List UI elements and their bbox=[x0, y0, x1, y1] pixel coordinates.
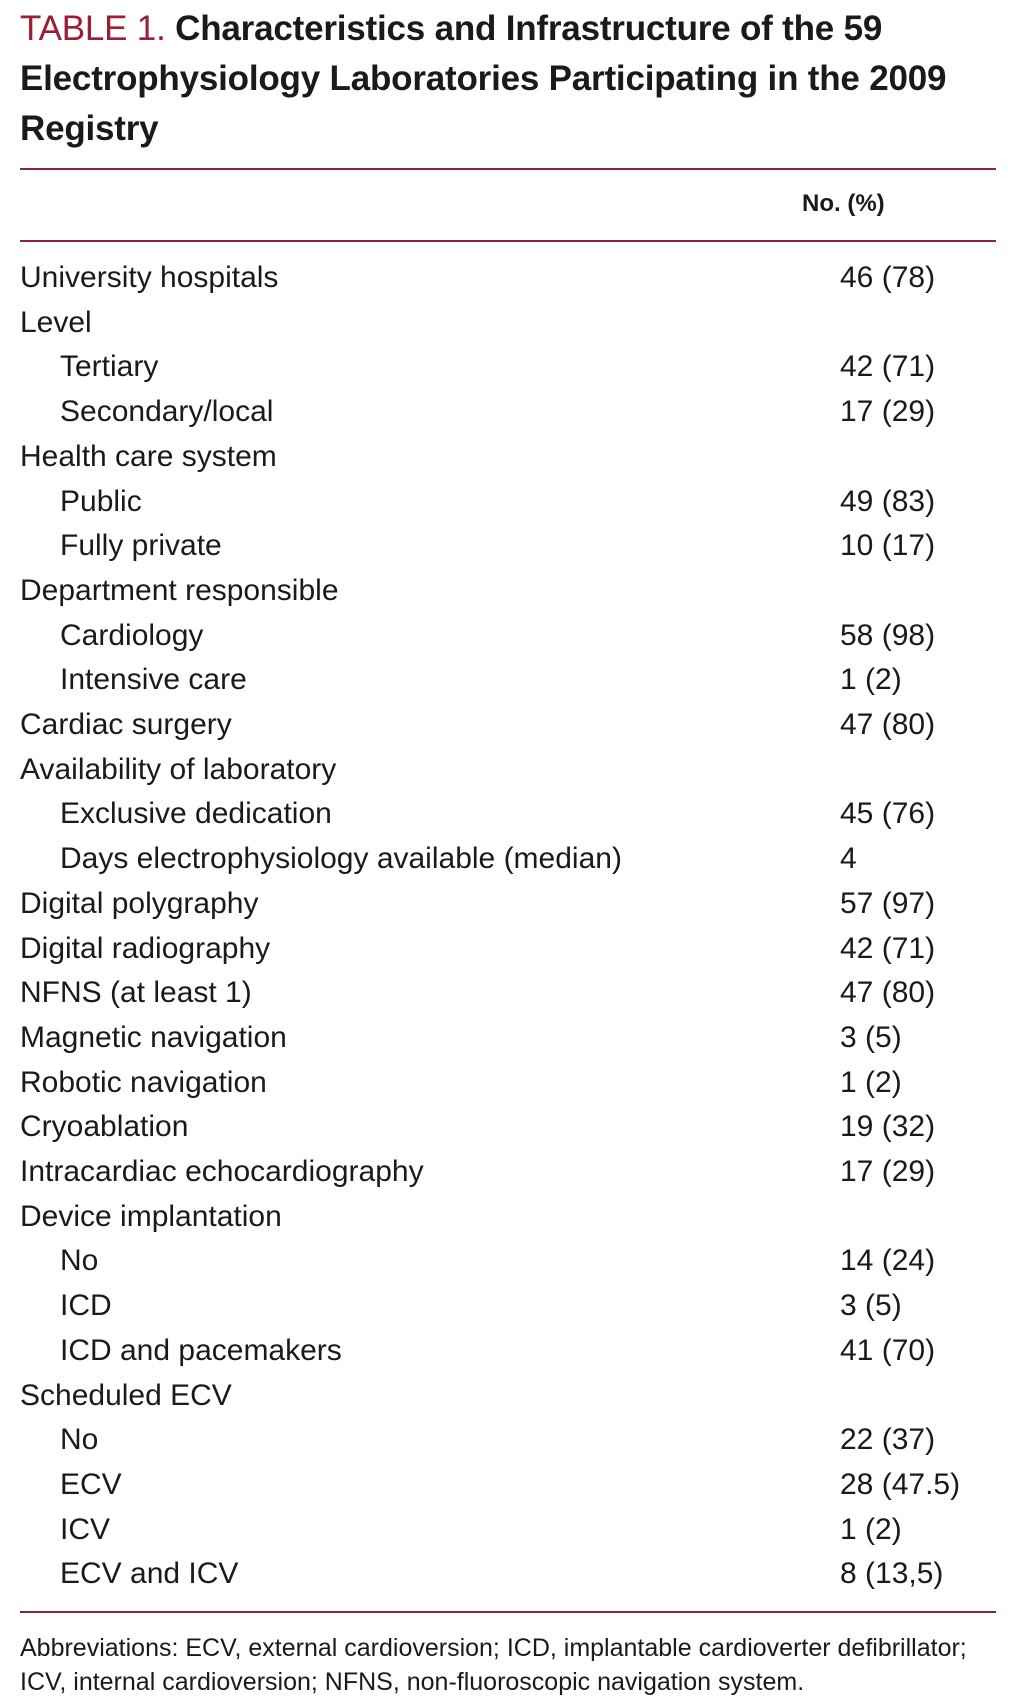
row-value: 49 (83) bbox=[840, 484, 936, 518]
row-value: 45 (76) bbox=[840, 797, 936, 831]
table-row bbox=[20, 882, 996, 927]
row-label: Days electrophysiology available (median) bbox=[60, 842, 622, 876]
row-value: 46 (78) bbox=[840, 261, 936, 294]
row-label: Cryoablation bbox=[20, 1110, 189, 1144]
table-row bbox=[20, 435, 996, 480]
table-row bbox=[20, 837, 996, 882]
row-label: Health care system bbox=[20, 439, 277, 473]
table-row bbox=[20, 569, 996, 614]
header-rule bbox=[20, 240, 996, 242]
row-label: Device implantation bbox=[20, 1199, 282, 1233]
row-value bbox=[840, 569, 996, 614]
row-value: 10 (17) bbox=[840, 529, 936, 563]
table-row bbox=[20, 1418, 996, 1463]
row-value: 4 bbox=[840, 842, 857, 876]
row-value: 14 (24) bbox=[840, 1244, 936, 1278]
row-value bbox=[840, 301, 996, 346]
table-footnote: Abbreviations: ECV, external cardioversion; ICD, implantable cardioverter defibrillator; ICV, internal cardioversion; NFNS, non-fluoroscopic navigation system. bbox=[20, 1634, 967, 1697]
table-title bbox=[20, 0, 996, 154]
table-row bbox=[20, 1329, 996, 1374]
row-value bbox=[840, 1374, 996, 1419]
table-row bbox=[20, 1195, 996, 1240]
row-value: 58 (98) bbox=[840, 618, 936, 652]
table-row bbox=[20, 658, 996, 703]
row-label: Cardiology bbox=[60, 618, 204, 652]
row-value bbox=[840, 748, 996, 793]
row-label: Cardiac surgery bbox=[20, 708, 232, 742]
row-label: University hospitals bbox=[20, 261, 279, 294]
row-label: Availability of laboratory bbox=[20, 752, 337, 786]
row-value: 3 (5) bbox=[840, 1289, 902, 1323]
row-label: Robotic navigation bbox=[20, 1065, 267, 1099]
row-value: 42 (71) bbox=[840, 350, 936, 384]
row-value: 42 (71) bbox=[840, 931, 936, 965]
row-value: 8 (13,5) bbox=[840, 1557, 944, 1591]
row-label: Public bbox=[60, 484, 142, 518]
row-label: Intensive care bbox=[60, 663, 247, 697]
table-row bbox=[20, 927, 996, 972]
column-header: No. (%) bbox=[802, 190, 885, 217]
table-row bbox=[20, 1105, 996, 1150]
bottom-rule bbox=[20, 1611, 996, 1613]
row-label: No bbox=[60, 1244, 99, 1278]
table-row bbox=[20, 390, 996, 435]
row-label: Fully private bbox=[60, 529, 222, 563]
row-value: 47 (80) bbox=[840, 708, 936, 742]
table-row bbox=[20, 971, 996, 1016]
data-table bbox=[20, 256, 996, 1597]
row-value: 19 (32) bbox=[840, 1110, 936, 1144]
row-label: NFNS (at least 1) bbox=[20, 976, 252, 1010]
row-label: Digital polygraphy bbox=[20, 886, 259, 920]
table-label: TABLE 1. bbox=[20, 9, 166, 48]
table-row bbox=[20, 748, 996, 793]
row-value bbox=[840, 1195, 996, 1240]
row-value bbox=[840, 435, 996, 480]
table-row bbox=[20, 480, 996, 525]
table-row bbox=[20, 345, 996, 390]
table-row bbox=[20, 1061, 996, 1106]
table-row bbox=[20, 1239, 996, 1284]
row-label: Secondary/local bbox=[60, 395, 274, 429]
row-label: Exclusive dedication bbox=[60, 797, 332, 831]
row-label: ICV bbox=[60, 1512, 111, 1546]
table-body bbox=[20, 256, 996, 1597]
table-row bbox=[20, 1284, 996, 1329]
table-row bbox=[20, 301, 996, 346]
column-header-row bbox=[20, 170, 996, 240]
table-figure bbox=[20, 0, 996, 1699]
row-value: 41 (70) bbox=[840, 1333, 936, 1367]
row-value: 1 (2) bbox=[840, 1512, 902, 1546]
table-row bbox=[20, 256, 996, 301]
row-label: Scheduled ECV bbox=[20, 1378, 232, 1412]
row-label: ICD and pacemakers bbox=[60, 1333, 342, 1367]
row-value: 28 (47.5) bbox=[840, 1467, 961, 1501]
row-label: Level bbox=[20, 305, 92, 339]
row-label: Digital radiography bbox=[20, 931, 271, 965]
row-label: ECV bbox=[60, 1467, 122, 1501]
row-label: No bbox=[60, 1423, 99, 1457]
row-value: 1 (2) bbox=[840, 663, 902, 697]
row-label: ECV and ICV bbox=[60, 1557, 239, 1591]
row-value: 17 (29) bbox=[840, 395, 936, 429]
table-row bbox=[20, 792, 996, 837]
table-row bbox=[20, 1374, 996, 1419]
row-value: 3 (5) bbox=[840, 1020, 902, 1054]
table-row bbox=[20, 1552, 996, 1597]
row-value: 47 (80) bbox=[840, 976, 936, 1010]
row-label: Tertiary bbox=[60, 350, 159, 384]
row-value: 1 (2) bbox=[840, 1065, 902, 1099]
table-row bbox=[20, 1463, 996, 1508]
table-row bbox=[20, 614, 996, 659]
table-row bbox=[20, 524, 996, 569]
row-value: 17 (29) bbox=[840, 1155, 936, 1189]
table-row bbox=[20, 1016, 996, 1061]
table-row bbox=[20, 703, 996, 748]
row-label: Magnetic navigation bbox=[20, 1020, 287, 1054]
row-label: ICD bbox=[60, 1289, 112, 1323]
row-value: 57 (97) bbox=[840, 886, 936, 920]
table-title-text: Characteristics and Infrastructure of the 59 Electrophysiology Laboratories Participating in the 2009 Registry bbox=[20, 9, 947, 148]
row-label: Department responsible bbox=[20, 573, 339, 607]
table-row bbox=[20, 1150, 996, 1195]
row-value: 22 (37) bbox=[840, 1423, 936, 1457]
table-row bbox=[20, 1508, 996, 1553]
row-label: Intracardiac echocardiography bbox=[20, 1155, 424, 1189]
